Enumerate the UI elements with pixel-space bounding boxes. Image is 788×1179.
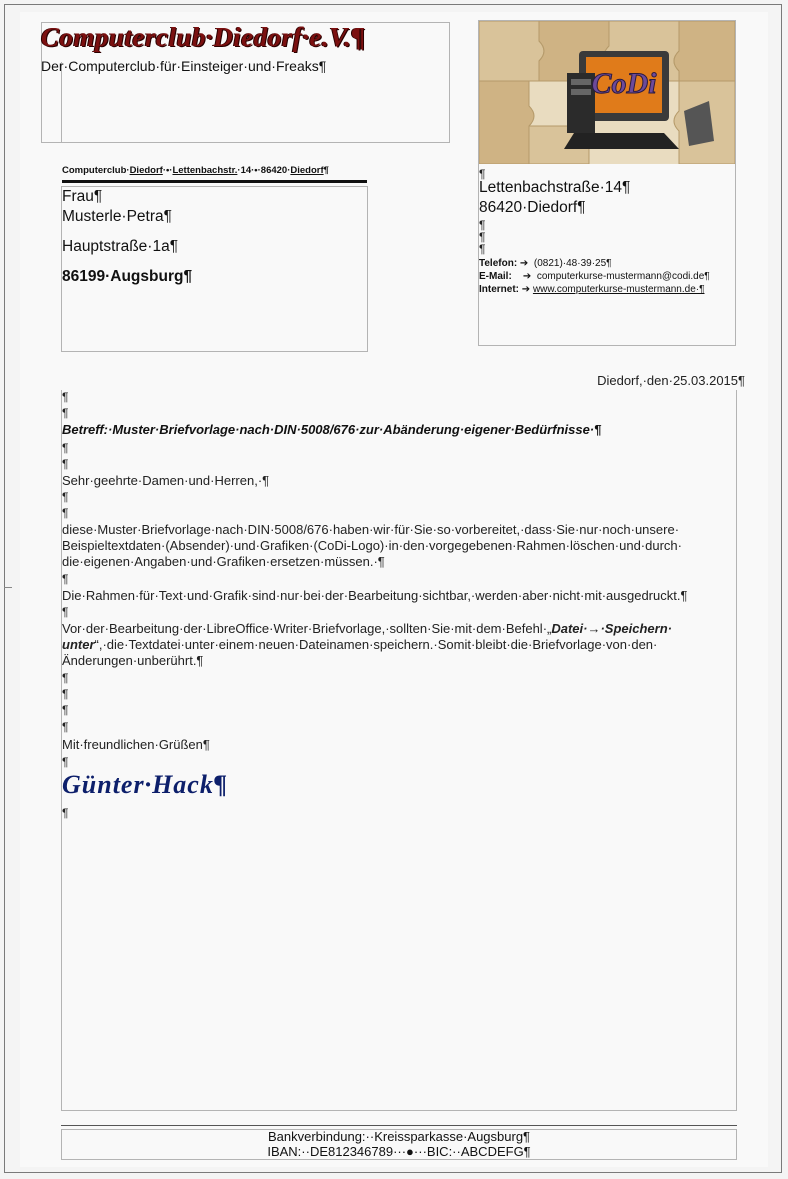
letter-greeting: Sehr·geehrte·Damen·und·Herren,·¶ — [62, 473, 270, 488]
sender-line: Computerclub·Diedorf·•·Lettenbachstr.·14·•·86420·Diedorf¶ — [62, 165, 329, 176]
para-mark: ¶ — [62, 605, 69, 619]
letter-paragraph-1-line-1: diese·Muster·Briefvorlage·nach·DIN·5008/676·haben·wir·für·Sie·so·vorbereitet,·dass·Sie·nur·noch·unsere· — [62, 522, 680, 537]
para-mark: ¶ — [62, 671, 69, 685]
para-mark: ¶ — [62, 490, 69, 504]
para-mark: ¶ — [62, 806, 69, 820]
para-mark: ¶ — [62, 720, 69, 734]
para-mark: ¶ — [62, 572, 69, 586]
letter-paragraph-3-line-2: unter“,·die·Textdatei·unter·einem·neuen·Dateinamen·speichern.·Somit·bleibt·die·Briefvorlage·von·den· — [62, 637, 658, 652]
contact-web: Internet: ➔ www.computerkurse-mustermann.de·¶ — [479, 284, 705, 295]
footer-bank: Bankverbindung:··Kreissparkasse·Augsburg¶ — [267, 1129, 531, 1144]
letter-paragraph-3-line-3: Änderungen·unberührt.¶ — [62, 653, 204, 668]
club-tagline: Der·Computerclub·für·Einsteiger·und·Freaks¶ — [41, 58, 327, 74]
para-mark: ¶ — [62, 755, 69, 769]
letter-date: Diedorf,·den·25.03.2015¶ — [597, 373, 745, 388]
para-mark: ¶ — [62, 506, 69, 520]
footer-top-rule — [61, 1125, 737, 1126]
letter-paragraph-1-line-3: die·eigenen·Angaben·und·Grafiken·ersetzen·müssen.·¶ — [62, 554, 385, 569]
para-mark: ¶ — [62, 390, 69, 404]
contact-phone: Telefon: ➔ (0821)·48·39·25¶ — [479, 258, 612, 269]
para-mark: ¶ — [62, 703, 69, 717]
letter-paragraph-2: Die·Rahmen·für·Text·und·Grafik·sind·nur·bei·der·Bearbeitung·sichtbar,·werden·aber·nicht·mit·ausgedruckt.¶ — [62, 588, 688, 603]
fold-mark — [4, 587, 12, 588]
arrow-right-icon: ➔ — [511, 271, 537, 282]
contact-pilcrow-1: ¶ — [479, 218, 486, 232]
footer-iban: IBAN:··DE812346789···●···BIC:··ABCDEFG¶ — [267, 1144, 531, 1159]
contact-pilcrow-2: ¶ — [479, 230, 486, 244]
letter-paragraph-1-line-2: Beispieltextdaten·(Absender)·und·Grafiken·(CoDi-Logo)·in·den·vorgegebenen·Rahmen·löschen·und·durch· — [62, 538, 682, 553]
contact-street: Lettenbachstraße·14¶ — [479, 179, 631, 196]
recipient-street: Hauptstraße·1a¶ — [62, 238, 179, 255]
contact-pilcrow-3: ¶ — [479, 242, 486, 256]
club-title: Computerclub·Diedorf·e.V.¶ — [41, 22, 366, 52]
sender-rule — [62, 180, 367, 183]
recipient-name: Musterle·Petra¶ — [62, 208, 172, 225]
recipient-city: 86199·Augsburg¶ — [62, 268, 193, 285]
svg-text:CoDi: CoDi — [591, 67, 657, 100]
signature: Günter·Hack¶ — [62, 770, 228, 799]
para-mark: ¶ — [62, 687, 69, 701]
contact-city: 86420·Diedorf¶ — [479, 199, 586, 216]
arrow-right-icon: ➔ — [519, 284, 533, 295]
para-mark: ¶ — [62, 406, 69, 420]
letter-subject: Betreff:·Muster·Briefvorlage·nach·DIN·5008/676·zur·Abänderung·eigener·Bedürfnisse·¶ — [62, 422, 602, 437]
arrow-right-icon: ➔ — [517, 258, 534, 269]
para-mark: ¶ — [62, 457, 69, 471]
header-inner-frame — [61, 62, 450, 143]
letter-paragraph-3-line-1: Vor·der·Bearbeitung·der·LibreOffice·Writer·Briefvorlage,·sollten·Sie·mit·dem·Befehl·„Datei·→·Speichern· — [62, 621, 672, 636]
contact-pilcrow: ¶ — [479, 167, 486, 181]
letter-closing: Mit·freundlichen·Grüßen¶ — [62, 737, 210, 752]
codi-logo-image — [479, 21, 735, 164]
para-mark: ¶ — [62, 441, 69, 455]
recipient-salutation: Frau¶ — [62, 188, 103, 205]
contact-email: E-Mail: ➔ computerkurse-mustermann@codi.de¶ — [479, 271, 710, 282]
